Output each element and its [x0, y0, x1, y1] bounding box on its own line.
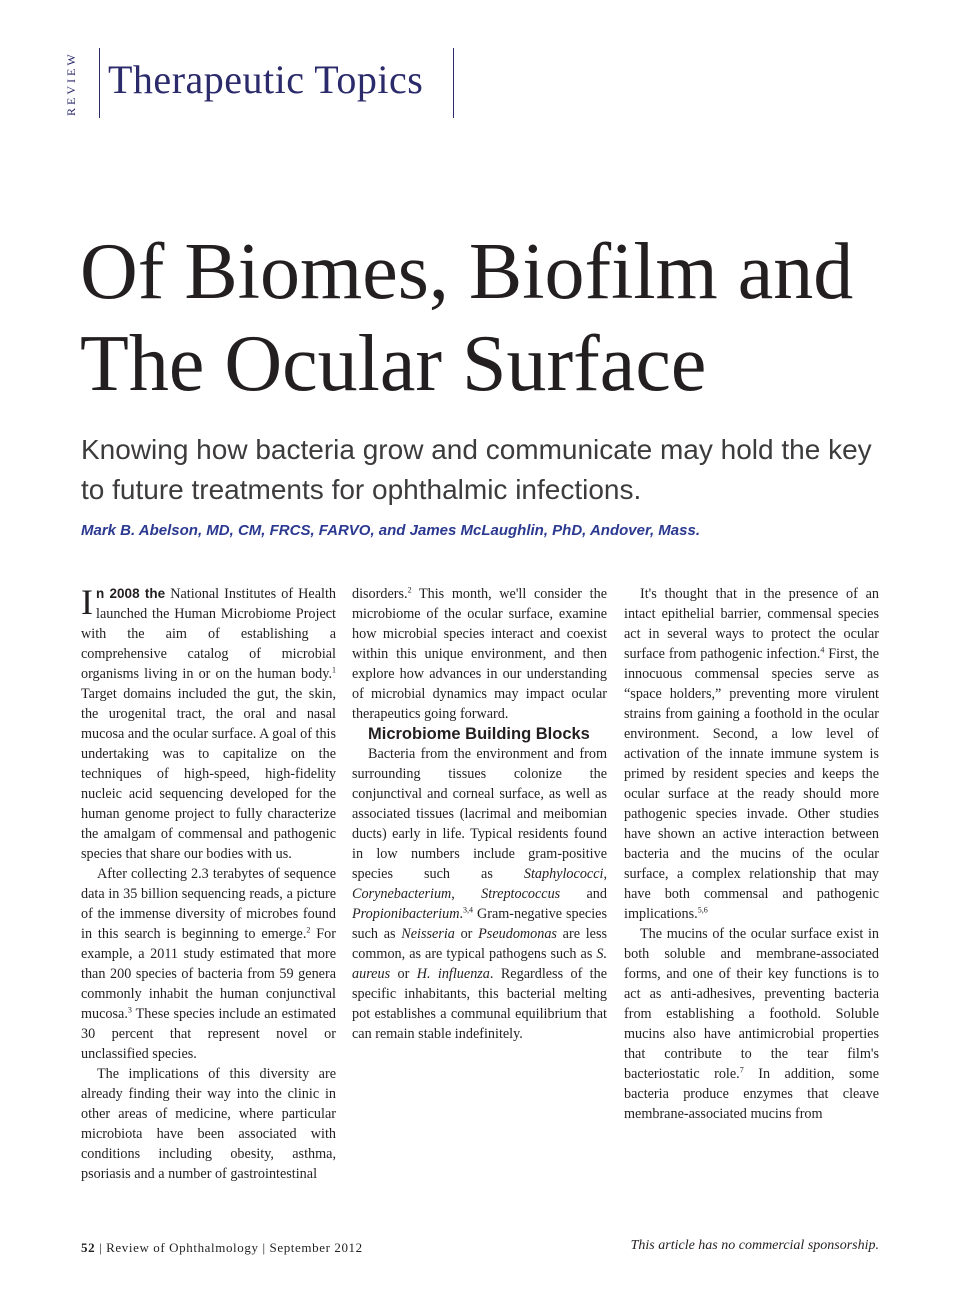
p1-text-b: Target domains included the gut, the skin, the urogenital tract, the oral and nasal mucosa and the ocular surface. A goal of this undertaking was to capitalize on the techniques of high-speed, high-fidelity nucleic acid sequencing developed for the human genome project to fully characterize the amalgam of commensal and pathogenic species that share our bodies with us. — [81, 686, 336, 862]
species-name: S. aureus — [352, 946, 607, 982]
paragraph-3 — [81, 1064, 336, 1184]
body-text: . — [489, 966, 501, 982]
p3-text-a: The implications of this diversity are already finding their way into the clinic in other areas of medicine, where particular microbiota have been associated with conditions including obesity, asthma, psoriasis and a number of gastrointestinal — [81, 1066, 336, 1182]
body-text: . — [459, 906, 463, 922]
p2-text-a: After collecting 2.3 terabytes of sequence data in 35 billion sequencing reads, a picture of the immense diversity of microbes found in this search is beginning to emerge. — [81, 866, 336, 942]
article-deck: Knowing how bacteria grow and communicate may hold the key to future treatments for ophthalmic infections. — [81, 434, 872, 505]
species-name: Pseudomonas — [478, 926, 557, 942]
header-rule-right — [453, 48, 454, 118]
issue-date: September 2012 — [269, 1240, 363, 1255]
p3-text-b: This month, we'll consider the microbiome of the ocular surface, examine how microbial species interact and coexist within this unique environment, and then explore how advances in our understanding of microbial dynamics may impact ocular therapeutics going forward. — [352, 586, 607, 722]
body-text: are less common, as are typical pathogens such as — [352, 926, 608, 962]
article-title-line2: The Ocular Surface — [80, 320, 707, 408]
section-title: Therapeutic Topics — [108, 57, 424, 102]
p2-text-c: These species include an estimated 30 percent that represent novel or unclassified species. — [81, 1006, 336, 1062]
body-text: and — [560, 886, 607, 902]
footer-separator: | — [99, 1240, 103, 1255]
citation: 2 — [306, 925, 311, 935]
drop-cap: I — [81, 582, 93, 622]
species-name: Staphylococci — [523, 866, 604, 882]
body-text: or — [454, 926, 479, 942]
journal-name: Review of Ophthalmology — [106, 1240, 259, 1255]
body-text: Bacteria from the environment and from surrounding tissues colonize the conjunctival and corneal surface, as well as associated tissues (lacrimal and meibomian ducts) early in life. Typical residents found in low numbers include gram-positive species such as — [352, 746, 607, 882]
species-name: Streptococcus — [481, 886, 561, 902]
paragraph-4 — [352, 744, 607, 1044]
paragraph-2 — [81, 864, 336, 1064]
species-name: Propionibacterium — [352, 906, 460, 922]
body-text: , — [451, 886, 482, 902]
p6-text-b: In addition, some bacteria produce enzymes that cleave membrane-associated mucins from — [624, 1066, 880, 1122]
article-title-line1: Of Biomes, Biofilm and — [80, 228, 854, 316]
citation: 1 — [332, 665, 336, 675]
header-rule-left — [99, 48, 100, 118]
text-column-2 — [352, 584, 607, 1044]
paragraph-3-continued — [352, 584, 607, 724]
text-column-3 — [624, 584, 879, 1124]
review-side-label: REVIEW — [64, 51, 78, 116]
lead-in: n 2008 the — [96, 586, 166, 601]
subhead: Microbiome Building Blocks — [368, 725, 590, 743]
p2-text-b: For example, a 2011 study estimated that more than 200 species of bacteria from 59 genera commonly inhabit the human conjunctival mucosa. — [81, 926, 336, 1022]
footer-separator: | — [262, 1240, 266, 1255]
citation: 2 — [407, 585, 412, 595]
paragraph-6 — [624, 924, 879, 1124]
citation: 5,6 — [697, 905, 708, 915]
paragraph-5 — [624, 584, 879, 924]
article-title — [80, 226, 940, 410]
footer-folio — [81, 1240, 363, 1256]
article-byline: Mark B. Abelson, MD, CM, FRCS, FARVO, and James McLaughlin, PhD, Andover, Mass. — [81, 522, 700, 539]
sponsorship-note: This article has no commercial sponsorship. — [630, 1238, 879, 1253]
citation: 4 — [820, 645, 825, 655]
body-text: or — [390, 966, 417, 982]
p5-text-a: It's thought that in the presence of an intact epithelial barrier, commensal species act in several ways to protect the ocular surface from pathogenic infection. — [624, 586, 879, 662]
paragraph-1 — [81, 584, 336, 864]
species-name: Neisseria — [401, 926, 455, 942]
p4-text-d: Regardless of the specific inhabitants, this bacterial melting pot establishes a communal equilibrium that can remain stable indefinitely. — [352, 966, 608, 1042]
citation: 3 — [127, 1005, 132, 1015]
text-column-1 — [81, 584, 336, 1184]
page-number: 52 — [81, 1240, 96, 1255]
species-name: Corynebacterium — [352, 886, 452, 902]
p1-text-a: National Institutes of Health launched the Human Microbiome Project with the aim of establishing a comprehensive catalog of microbial organisms living in or on the human body. — [81, 586, 336, 682]
citation: 3,4 — [463, 905, 473, 915]
p6-text-a: The mucins of the ocular surface exist in both soluble and membrane-associated forms, and one of their key functions is to act as anti-adhesives, preventing bacteria from establishing a foothold. Soluble mucins also have antimicrobial properties that contribute to the tear film's bacteriostatic role. — [624, 926, 879, 1082]
citation: 7 — [739, 1065, 744, 1075]
body-text: Gram-negative species such as — [352, 906, 607, 942]
p5-text-b: First, the innocuous commensal species serve as “space holders,” preventing more virulent strains from gaining a foothold in the ocular environment. Second, a low level of activation of the innate immune system is primed by resident species and keeps the ocular surface at the ready should more pathogenic species invade. Other studies have shown an active interaction between bacteria and the mucins of the ocular surface, a complex relationship that may have both commensal and pathogenic implications. — [624, 646, 879, 922]
body-text: , — [603, 866, 607, 882]
species-name: H. influenza — [416, 966, 490, 982]
p3-text-a-cont: disorders. — [352, 586, 408, 602]
